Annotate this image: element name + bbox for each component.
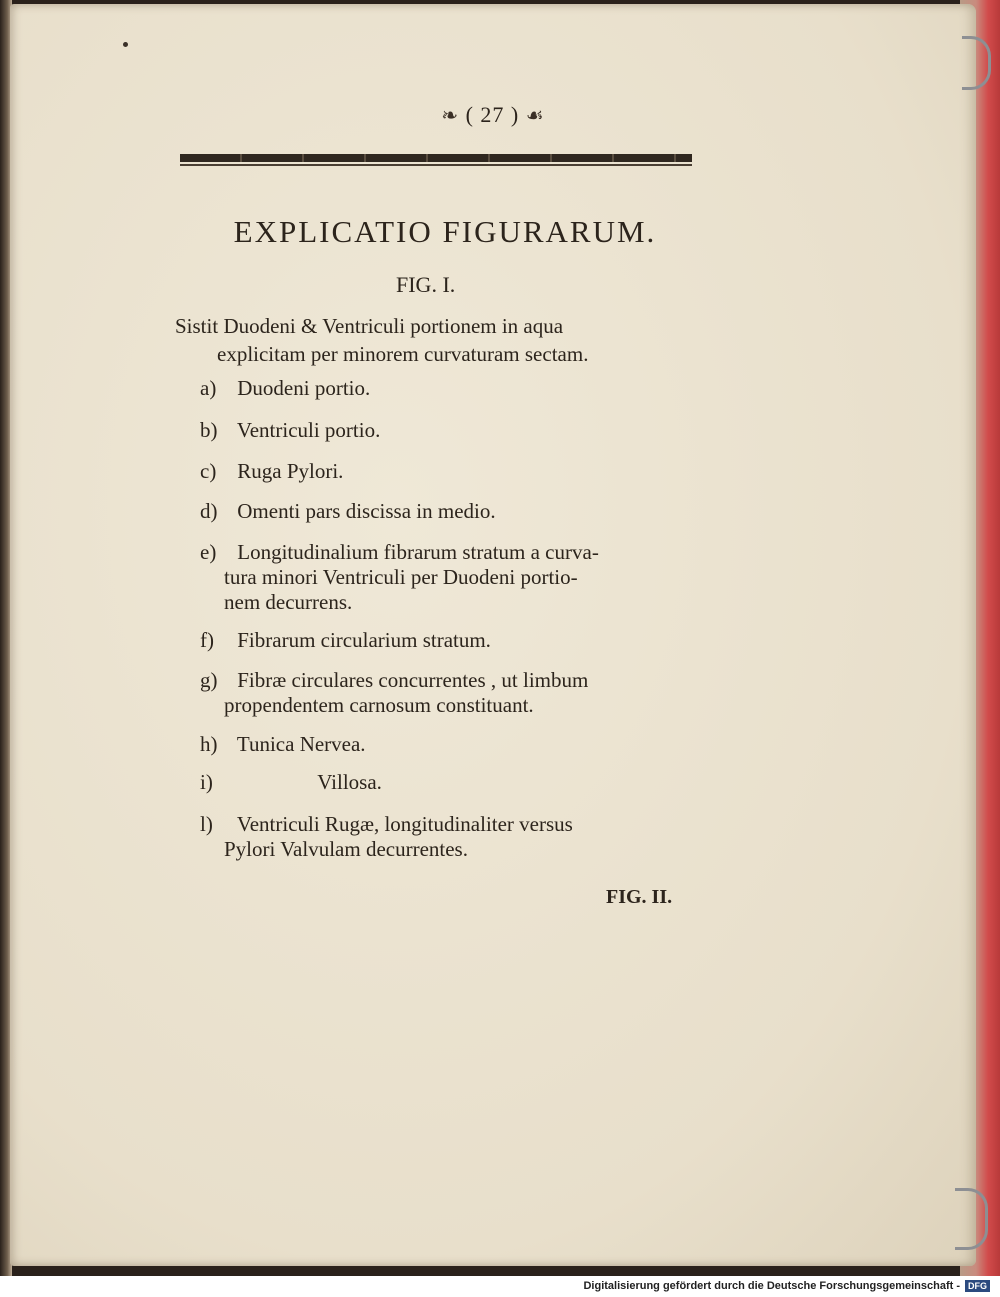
item-text-continued: nem decurrens. <box>224 590 353 614</box>
list-item <box>200 628 700 653</box>
list-item <box>200 499 700 524</box>
header-rule <box>180 154 692 162</box>
figure-1-heading: FIG. I. <box>396 272 456 297</box>
item-text-continued: propendentem carnosum constituant. <box>224 693 534 717</box>
header-rule-thin <box>180 164 692 166</box>
figure-1-description <box>175 312 705 368</box>
ink-speck <box>123 42 128 47</box>
item-text-continued: tura minori Ventriculi per Duodeni portio- <box>224 565 578 589</box>
item-label: e) <box>200 540 217 564</box>
item-label: b) <box>200 418 218 442</box>
item-label: d) <box>200 499 218 523</box>
item-label: h) <box>200 732 218 756</box>
list-item <box>200 812 700 862</box>
page-clip-icon <box>955 1188 988 1250</box>
list-item <box>200 770 700 795</box>
dfg-logo: DFG <box>965 1280 990 1292</box>
intro-line-1: Sistit Duodeni & Ventriculi portionem in aqua <box>175 314 564 338</box>
list-item <box>200 376 700 401</box>
page-header <box>10 102 976 128</box>
item-text: Fibrarum circularium stratum. <box>237 628 491 652</box>
item-text: Longitudinalium fibrarum stratum a curva- <box>237 540 599 564</box>
list-item <box>200 668 700 718</box>
item-text: Ventriculi portio. <box>236 418 381 442</box>
item-label: a) <box>200 376 217 400</box>
list-item <box>200 540 700 615</box>
ornament-right-icon: ☙ <box>525 105 545 127</box>
item-text: Ventriculi Rugæ, longitudinaliter versus <box>236 812 573 836</box>
figure-2-heading: FIG. II. <box>606 886 673 908</box>
digitization-footer <box>0 1276 1000 1297</box>
intro-line-2: explicitam per minorem curvaturam sectam. <box>217 342 589 366</box>
page-clip-icon <box>962 36 991 90</box>
item-text: Tunica Nervea. <box>236 732 366 756</box>
page-number: ( 27 ) <box>465 102 520 127</box>
item-text-continued: Pylori Valvulam decurrentes. <box>224 837 468 861</box>
item-label: i) <box>200 770 213 794</box>
item-label: l) <box>200 812 213 836</box>
item-label: c) <box>200 459 217 483</box>
item-label: g) <box>200 668 218 692</box>
item-text: Villosa. <box>317 770 382 794</box>
page-title: EXPLICATIO FIGURARUM. <box>233 214 657 249</box>
list-item <box>200 459 700 484</box>
item-text: Fibræ circulares concurrentes , ut limbum <box>237 668 589 692</box>
item-text: Omenti pars discissa in medio. <box>237 499 496 523</box>
list-item <box>200 732 700 757</box>
footer-credit: Digitalisierung gefördert durch die Deutsche Forschungsgemeinschaft - <box>583 1280 960 1292</box>
item-label: f) <box>200 628 214 652</box>
item-text: Duodeni portio. <box>237 376 371 400</box>
ornament-left-icon: ❧ <box>441 105 460 127</box>
item-text: Ruga Pylori. <box>237 459 344 483</box>
book-page <box>10 4 976 1266</box>
list-item <box>200 418 700 443</box>
